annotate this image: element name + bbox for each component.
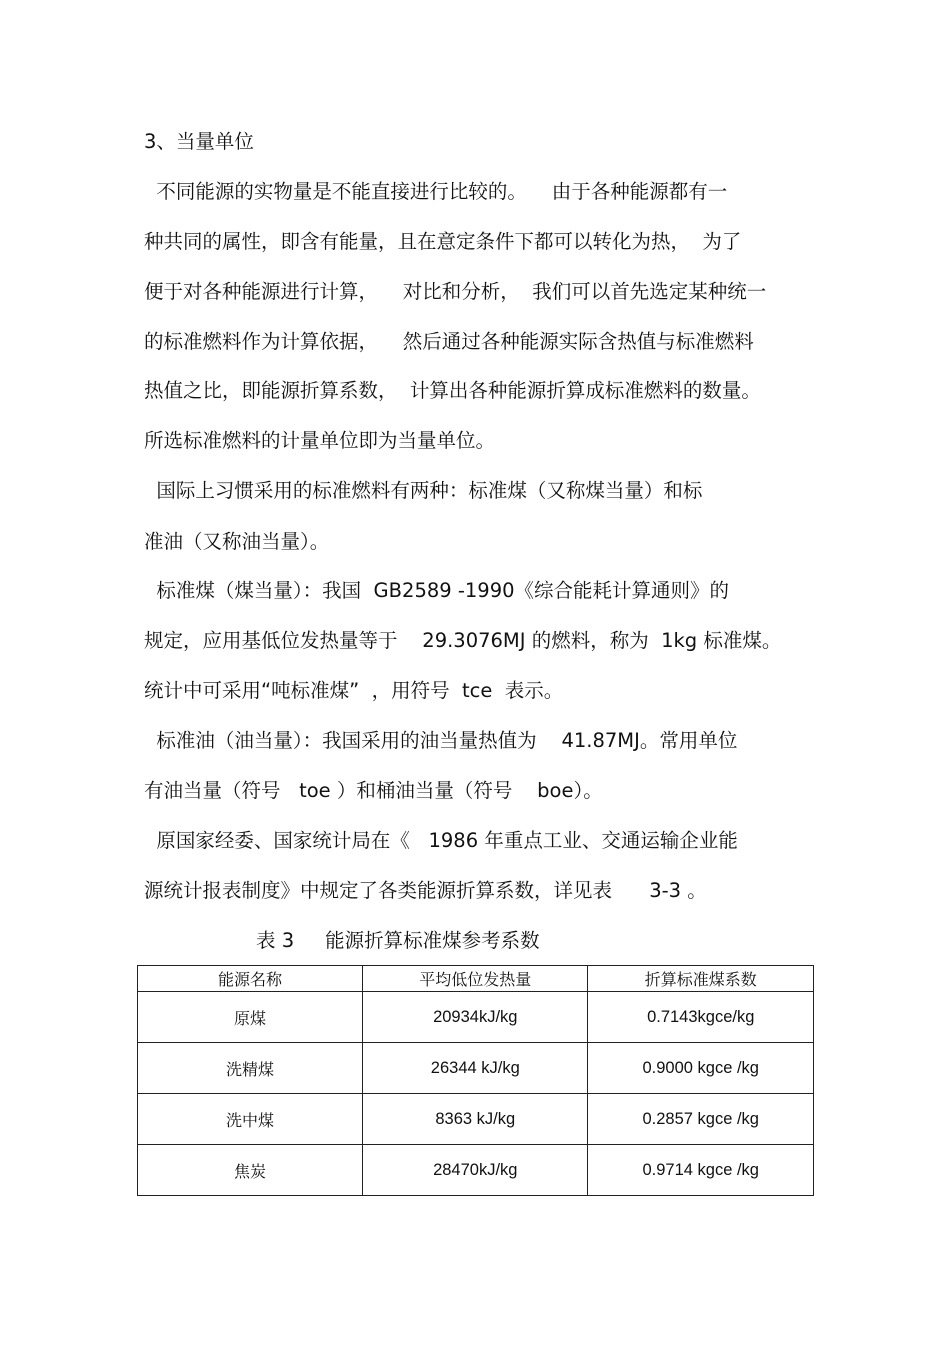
coefficient-cell: 0.7143kgce/kg: [588, 992, 814, 1043]
table-row: [138, 1094, 814, 1145]
body-line: 有油当量（符号 toe ）和桶油当量（符号 boe）。: [144, 779, 603, 802]
heat-value-cell: 8363 kJ/kg: [363, 1094, 588, 1145]
heat-value-cell: 26344 kJ/kg: [363, 1043, 588, 1094]
header-cell: 平均低位发热量: [363, 966, 588, 992]
table-caption: 表 3 能源折算标准煤参考系数: [256, 929, 540, 952]
energy-conversion-table: [137, 965, 814, 1196]
body-line: 标准油（油当量）：我国采用的油当量热值为 41.87MJ。常用单位: [144, 729, 738, 752]
energy-name-cell: 洗精煤: [138, 1043, 363, 1094]
body-line: 便于对各种能源进行计算， 对比和分析， 我们可以首先选定某种统一: [144, 280, 767, 303]
energy-name-cell: 焦炭: [138, 1145, 363, 1196]
coefficient-cell: 0.2857 kgce /kg: [588, 1094, 814, 1145]
coefficient-cell: 0.9714 kgce /kg: [588, 1145, 814, 1196]
energy-name-cell: 原煤: [138, 992, 363, 1043]
body-line: 规定，应用基低位发热量等于 29.3076MJ 的燃料，称为 1kg 标准煤。: [144, 629, 782, 652]
body-line: 源统计报表制度》中规定了各类能源折算系数，详见表 3-3 。: [144, 879, 707, 902]
body-line: 热值之比，即能源折算系数， 计算出各种能源折算成标准燃料的数量。: [144, 379, 761, 402]
table-row: [138, 992, 814, 1043]
body-line: 准油（又称油当量）。: [144, 530, 330, 553]
heat-value-cell: 20934kJ/kg: [363, 992, 588, 1043]
body-line: 不同能源的实物量是不能直接进行比较的。 由于各种能源都有一: [144, 180, 728, 203]
body-line: 的标准燃料作为计算依据， 然后通过各种能源实际含热值与标准燃料: [144, 330, 754, 353]
heat-value-cell: 28470kJ/kg: [363, 1145, 588, 1196]
body-line: 原国家经委、国家统计局在《 1986 年重点工业、交通运输企业能: [144, 829, 738, 852]
section-heading: 3、当量单位: [144, 130, 254, 153]
header-cell: 能源名称: [138, 966, 363, 992]
body-line: 国际上习惯采用的标准燃料有两种：标准煤（又称煤当量）和标: [144, 479, 703, 502]
body-line: 标准煤（煤当量）：我国 GB2589 -1990《综合能耗计算通则》的: [144, 579, 730, 602]
header-cell: 折算标准煤系数: [588, 966, 814, 992]
body-line: 种共同的属性，即含有能量，且在意定条件下都可以转化为热， 为了: [144, 230, 742, 253]
table-row: [138, 1043, 814, 1094]
body-line: 所选标准燃料的计量单位即为当量单位。: [144, 429, 496, 452]
body-line: 统计中可采用“吨标准煤” ，用符号 tce 表示。: [144, 679, 564, 702]
table-row: [138, 1145, 814, 1196]
coefficient-cell: 0.9000 kgce /kg: [588, 1043, 814, 1094]
table-header-row: [138, 966, 814, 992]
energy-name-cell: 洗中煤: [138, 1094, 363, 1145]
